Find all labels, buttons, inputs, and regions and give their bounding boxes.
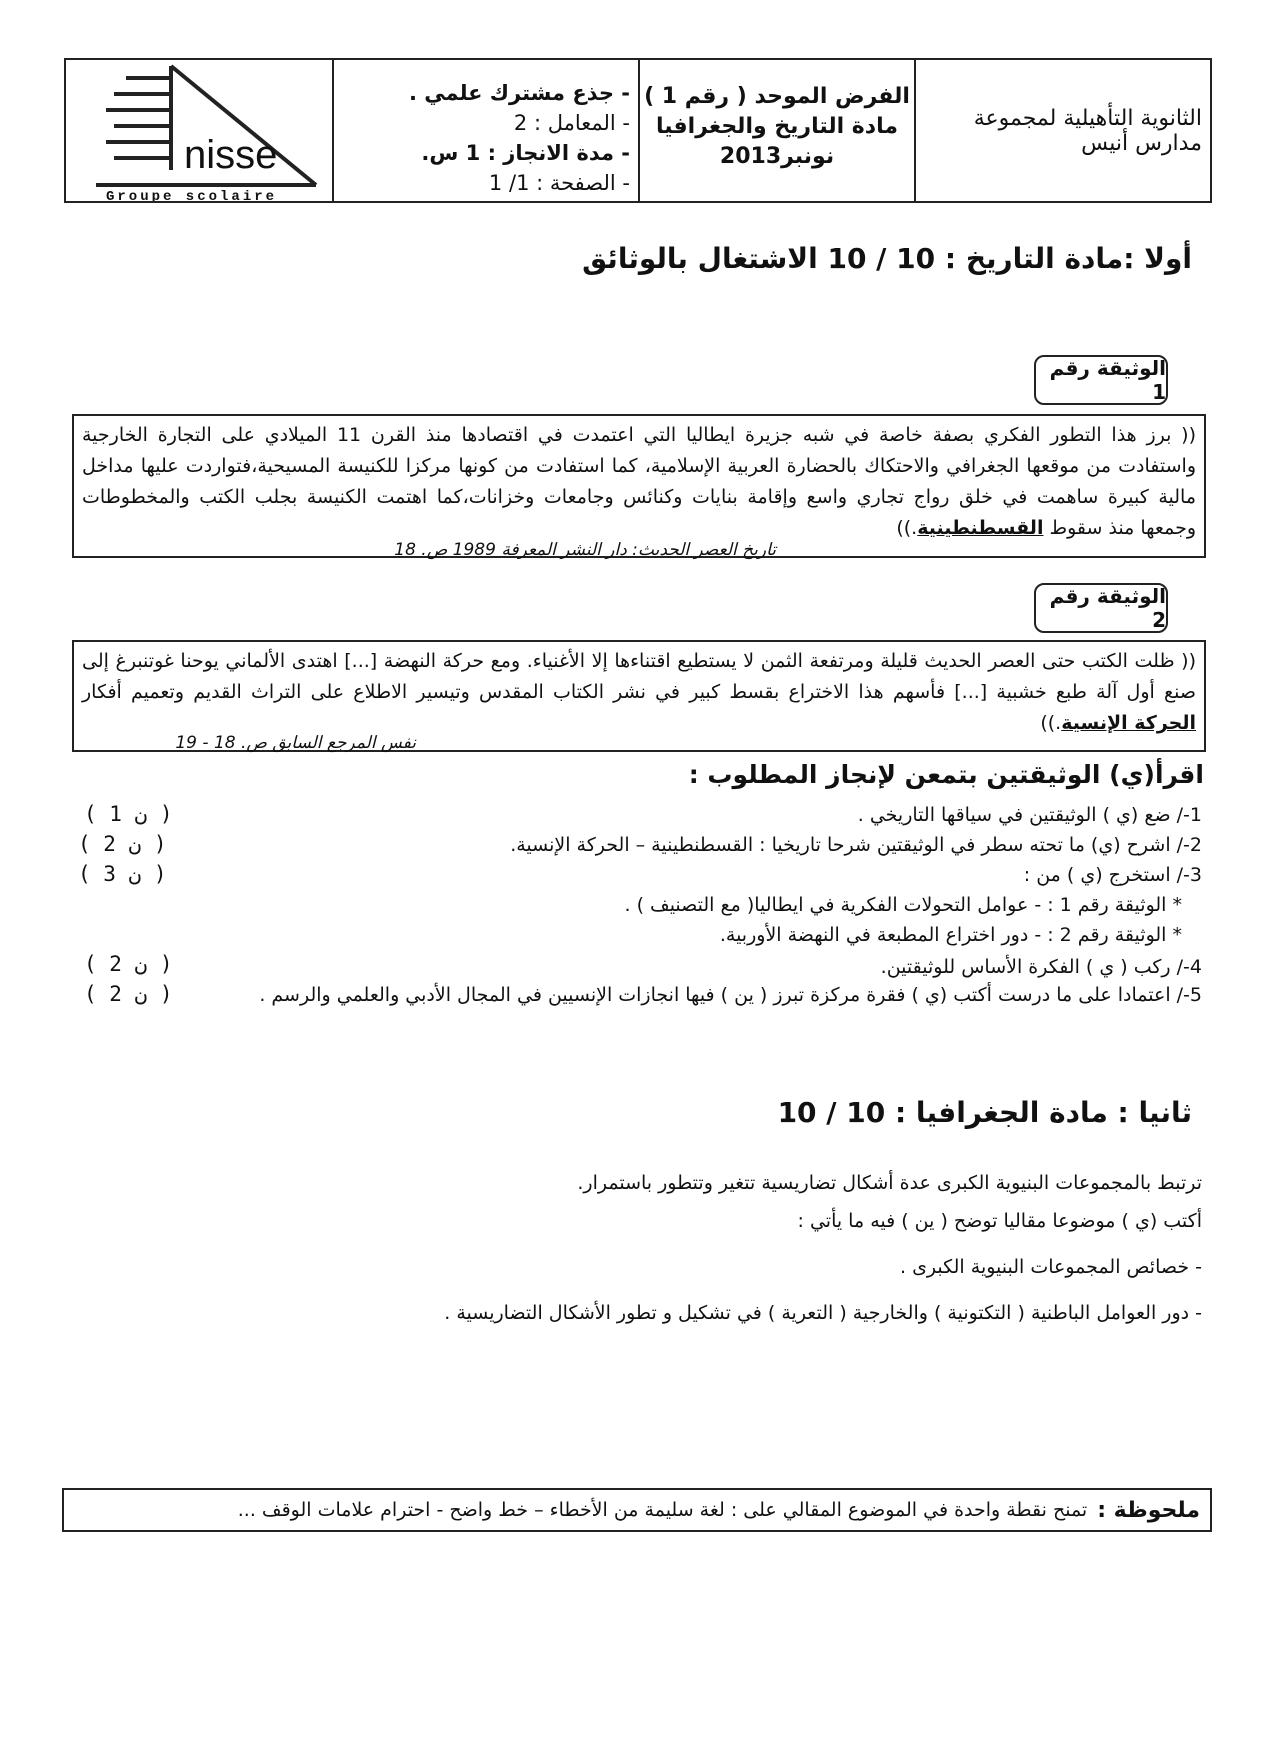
geography-item-1: - خصائص المجموعات البنيوية الكبرى . [899, 1256, 1202, 1278]
exam-cell [638, 60, 914, 201]
doc2-label: الوثيقة رقم 2 [1034, 583, 1168, 633]
note-text: تمنح نقطة واحدة في الموضوع المقالي على : لغة سليمة من الأخطاء – خط واضح - احترام علامات الوقف ... [237, 1499, 1088, 1521]
school-logo [66, 60, 328, 201]
school-cell [914, 60, 1212, 201]
geography-intro: ترتبط بالمجموعات البنيوية الكبرى عدة أشكال تضاريسية تتغير وتتطور باستمرار. [577, 1172, 1202, 1194]
header-table [64, 58, 1212, 203]
history-title: أولا :مادة التاريخ : 10 / 10 الاشتغال بالوثائق [582, 242, 1192, 275]
doc2-box [72, 640, 1206, 752]
question-3-doc2: * الوثيقة رقم 2 : - دور اختراع المطبعة في النهضة الأوربية. [719, 924, 1182, 946]
question-1: 1-/ ضع (ي ) الوثيقتين في سياقها التاريخي . [857, 804, 1202, 826]
doc1-label: الوثيقة رقم 1 [1034, 355, 1168, 405]
instruction: اقرأ(ي) الوثيقتين بتمعن لإنجاز المطلوب : [688, 760, 1204, 789]
doc1-text: (( برز هذا التطور الفكري بصفة خاصة في شبه جزيرة ايطاليا التي اعتمدت في اقتصادها منذ القرن 11 الميلادي على التجارة الخارجية واستفادت من موقعها الجغرافي والاحتكاك بالحضارة العربية الإسلامية، كما استفادت من كونها مركزا للكنيسة المسيحية،فتواردت عليها مداخل مالية كبيرة ساهمت في خلق رواج تجاري واسع وإقامة بنايات وكنائس وجامعات وخزانات،كما اهتمت الكنيسة بجلب الكتب والمخطوطات وجمعها منذ سقوط القسطنطينية.)) [82, 424, 1196, 539]
exam-date: نونبر2013 [719, 144, 835, 169]
doc2-underlined-term: الحركة الإنسية [1061, 712, 1196, 734]
school-name: الثانوية التأهيلية لمجموعة مدارس أنيس [973, 105, 1202, 156]
geography-item-2: - دور العوامل الباطنية ( التكتونية ) والخارجية ( التعرية ) في تشكيل و تطور الأشكال التضاريسية . [444, 1302, 1202, 1324]
doc1-underlined-term: القسطنطينية [917, 517, 1044, 539]
logo-cell [66, 60, 332, 201]
logo-wordmark: nisse [184, 133, 278, 177]
exam-subject: مادة التاريخ والجغرافيا [656, 114, 898, 139]
doc1-box [72, 414, 1206, 558]
note-label: ملحوظة : [1097, 1497, 1200, 1523]
question-4: 4-/ ركب ( ي ) الفكرة الأساس للوثيقتين. [880, 956, 1202, 978]
question-3: 3-/ استخرج (ي ) من : [1023, 864, 1202, 886]
points-q3: ( 3 ن ) [78, 862, 167, 886]
logo-subtitle: Groupe scolaire [106, 189, 278, 201]
doc2-text: (( ظلت الكتب حتى العصر الحديث قليلة ومرتفعة الثمن لا يستطيع اقتناءها إلا الأغنياء. ومع حركة النهضة [...] اهتدى الألماني يوحنا غوتنبرغ إلى صنع أول آلة طبع خشبية [...] فأسهم هذا الاختراع بقسط كبير في نشر الكتاب المقدس وتيسير الاطلاع على التراث القديم وتعميم أفكار الحركة الإنسية.)) [82, 650, 1196, 734]
question-5: 5-/ اعتمادا على ما درست أكتب (ي ) فقرة مركزة تبرز ( ين ) فيها انجازات الإنسيين في المجال الأدبي والعلمي والرسم . [259, 984, 1202, 1006]
meta-coefficient: - المعامل : 2 [513, 111, 630, 135]
question-2: 2-/ اشرح (ي) ما تحته سطر في الوثيقتين شرحا تاريخيا : القسطنطينية – الحركة الإنسية. [510, 834, 1202, 856]
doc2-source: نفس المرجع السابق ص. 18 - 19 [175, 733, 416, 753]
points-q5: ( 2 ن ) [84, 982, 173, 1006]
doc1-source: تاريخ العصر الحديث: دار النشر المعرفة 1989 ص. 18 [394, 540, 776, 560]
points-q2: ( 2 ن ) [78, 832, 167, 856]
meta-page: - الصفحة : 1/ 1 [488, 171, 630, 195]
meta-branch: - جذع مشترك علمي . [408, 81, 630, 105]
note-box [62, 1488, 1212, 1532]
points-q1: ( 1 ن ) [84, 802, 173, 826]
exam-title: الفرض الموحد ( رقم 1 ) [644, 84, 910, 109]
geography-task: أكتب (ي ) موضوعا مقاليا توضح ( ين ) فيه ما يأتي : [797, 1210, 1202, 1232]
points-q4: ( 2 ن ) [84, 952, 173, 976]
meta-cell [332, 60, 638, 201]
meta-duration: - مدة الانجاز : 1 س. [421, 141, 630, 165]
geography-title: ثانيا : مادة الجغرافيا : 10 / 10 [777, 1096, 1192, 1129]
question-3-doc1: * الوثيقة رقم 1 : - عوامل التحولات الفكرية في ايطاليا( مع التصنيف ) . [624, 894, 1182, 916]
